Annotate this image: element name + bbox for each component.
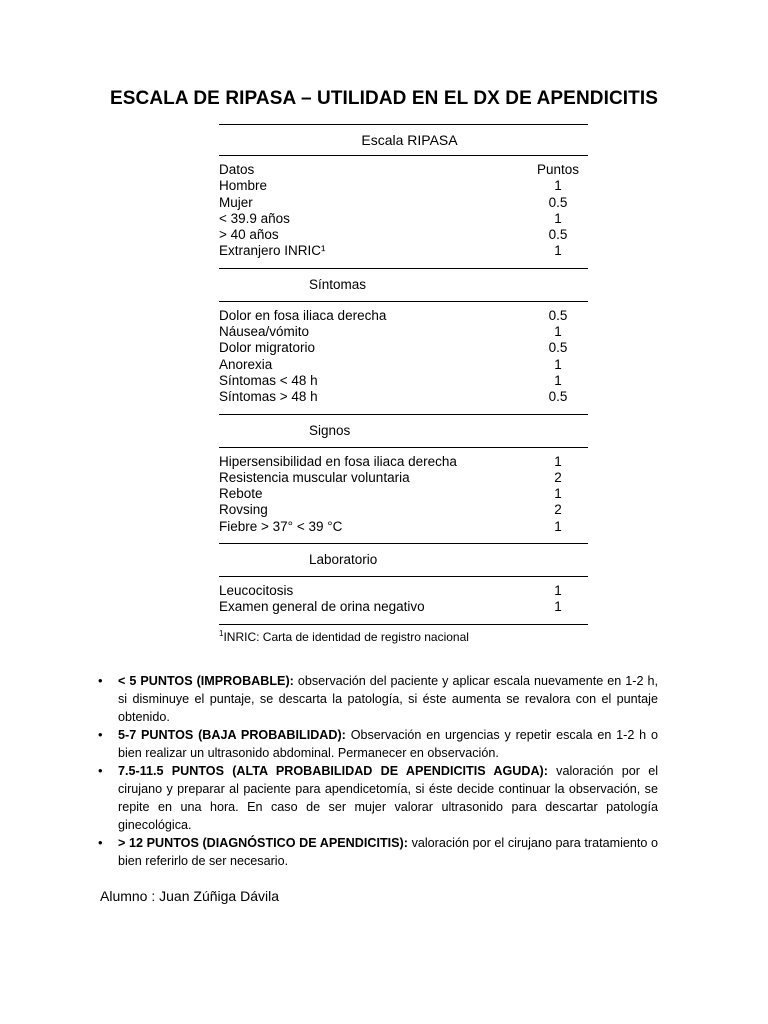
row-points: 0.5 xyxy=(548,389,568,405)
row-points: 1 xyxy=(554,583,562,599)
table-row xyxy=(219,324,588,340)
interpretation-list xyxy=(96,672,658,870)
section-signos xyxy=(219,448,588,543)
table-row xyxy=(219,340,588,356)
table-row xyxy=(219,195,588,211)
section-sintomas xyxy=(219,302,588,414)
row-label: Mujer xyxy=(219,194,253,210)
row-label: Extranjero INRIC¹ xyxy=(219,243,326,259)
bullet-heading: < 5 PUNTOS (IMPROBABLE): xyxy=(118,674,294,688)
table-header-row xyxy=(219,162,588,178)
section-title-laboratorio: Laboratorio xyxy=(309,552,378,568)
table-row xyxy=(219,357,588,373)
row-label: Anorexia xyxy=(219,356,273,372)
bullet-heading: 5-7 PUNTOS (BAJA PROBABILIDAD): xyxy=(118,728,346,742)
header-label: Datos xyxy=(219,162,255,177)
section-datos xyxy=(219,156,588,268)
footnote-text: INRIC: Carta de identidad de registro nacional xyxy=(223,629,469,644)
row-label: Dolor migratorio xyxy=(219,340,316,356)
row-points: 1 xyxy=(554,324,562,340)
list-item xyxy=(96,834,658,870)
row-points: 1 xyxy=(554,453,562,469)
table-row xyxy=(219,308,588,324)
author-line: Alumno : Juan Zúñiga Dávila xyxy=(100,888,279,904)
list-item xyxy=(96,726,658,762)
row-points: 0.5 xyxy=(548,194,568,210)
table-row xyxy=(219,178,588,194)
table-row xyxy=(219,454,588,470)
table-row xyxy=(219,227,588,243)
row-label: Rovsing xyxy=(219,502,268,518)
row-label: < 39.9 años xyxy=(219,210,290,226)
bullet-heading: 7.5-11.5 PUNTOS (ALTA PROBABILIDAD DE APENDICITIS AGUDA): xyxy=(118,764,548,778)
row-label: Dolor en fosa iliaca derecha xyxy=(219,307,387,323)
row-label: Síntomas > 48 h xyxy=(219,389,318,405)
row-points: 0.5 xyxy=(548,307,568,323)
bullet-heading: > 12 PUNTOS (DIAGNÓSTICO DE APENDICITIS): xyxy=(118,836,408,850)
table-row xyxy=(219,243,588,259)
row-label: Examen general de orina negativo xyxy=(219,599,425,615)
row-points: 1 xyxy=(554,243,562,259)
row-points: 2 xyxy=(554,502,562,518)
table-row xyxy=(219,486,588,502)
table-row xyxy=(219,373,588,389)
list-item xyxy=(96,672,658,726)
row-points: 1 xyxy=(554,518,562,534)
table-title: Escala RIPASA xyxy=(361,132,458,148)
row-points: 1 xyxy=(554,356,562,372)
table-row xyxy=(219,389,588,405)
row-points: 1 xyxy=(554,372,562,388)
row-label: Náusea/vómito xyxy=(219,324,310,340)
row-points: 0.5 xyxy=(548,227,568,243)
bullet-text: valoración por el cirujano para tratamiento o bien referirlo de ser necesario. xyxy=(118,836,659,868)
row-points: 0.5 xyxy=(548,340,568,356)
row-label: Síntomas < 48 h xyxy=(219,372,318,388)
row-points: 1 xyxy=(554,486,562,502)
row-label: Hombre xyxy=(219,178,268,194)
row-points: 1 xyxy=(554,178,562,194)
table-footnote xyxy=(219,625,588,647)
footnote-mark: 1 xyxy=(219,628,224,638)
table-row xyxy=(219,583,588,599)
row-points: 1 xyxy=(554,599,562,615)
bullet-text: Observación en urgencias y repetir escala en 1-2 h o bien realizar un ultrasonido abdominal. Permanecer en observación. xyxy=(118,728,659,760)
row-label: Hipersensibilidad en fosa iliaca derecha xyxy=(219,453,457,469)
bullet-dot-icon: • xyxy=(98,673,103,688)
table-row xyxy=(219,502,588,518)
bullet-dot-icon: • xyxy=(98,835,103,850)
row-label: Leucocitosis xyxy=(219,583,294,599)
section-title-signos: Signos xyxy=(309,422,351,438)
section-laboratorio xyxy=(219,577,588,624)
table-row xyxy=(219,211,588,227)
ripasa-table xyxy=(219,124,588,647)
row-points: 2 xyxy=(554,469,562,485)
table-row xyxy=(219,599,588,615)
row-label: Resistencia muscular voluntaria xyxy=(219,469,410,485)
list-item xyxy=(96,762,658,834)
bullet-dot-icon: • xyxy=(98,727,103,742)
row-points: 1 xyxy=(554,210,562,226)
header-points: Puntos xyxy=(536,162,580,177)
bullet-text: observación del paciente y aplicar escala nuevamente en 1-2 h, si disminuye el puntaje, se descarta la patología, si éste aumenta se revalora con el puntaje obtenido. xyxy=(118,674,658,724)
row-label: > 40 años xyxy=(219,227,279,243)
section-title-sintomas: Síntomas xyxy=(309,276,367,292)
bullet-dot-icon: • xyxy=(98,763,103,778)
table-row xyxy=(219,519,588,535)
bullet-text: valoración por el cirujano y preparar al paciente para apendicetomía, si éste decide continuar la observación, se repite en una hora. En caso de ser mujer valorar ultrasonido para descartar patología ginecológica. xyxy=(118,764,658,832)
row-label: Fiebre > 37° < 39 °C xyxy=(219,518,343,534)
table-row xyxy=(219,470,588,486)
row-label: Rebote xyxy=(219,486,263,502)
page-title: ESCALA DE RIPASA – UTILIDAD EN EL DX DE APENDICITIS xyxy=(109,88,659,109)
datos-rows xyxy=(219,178,588,259)
